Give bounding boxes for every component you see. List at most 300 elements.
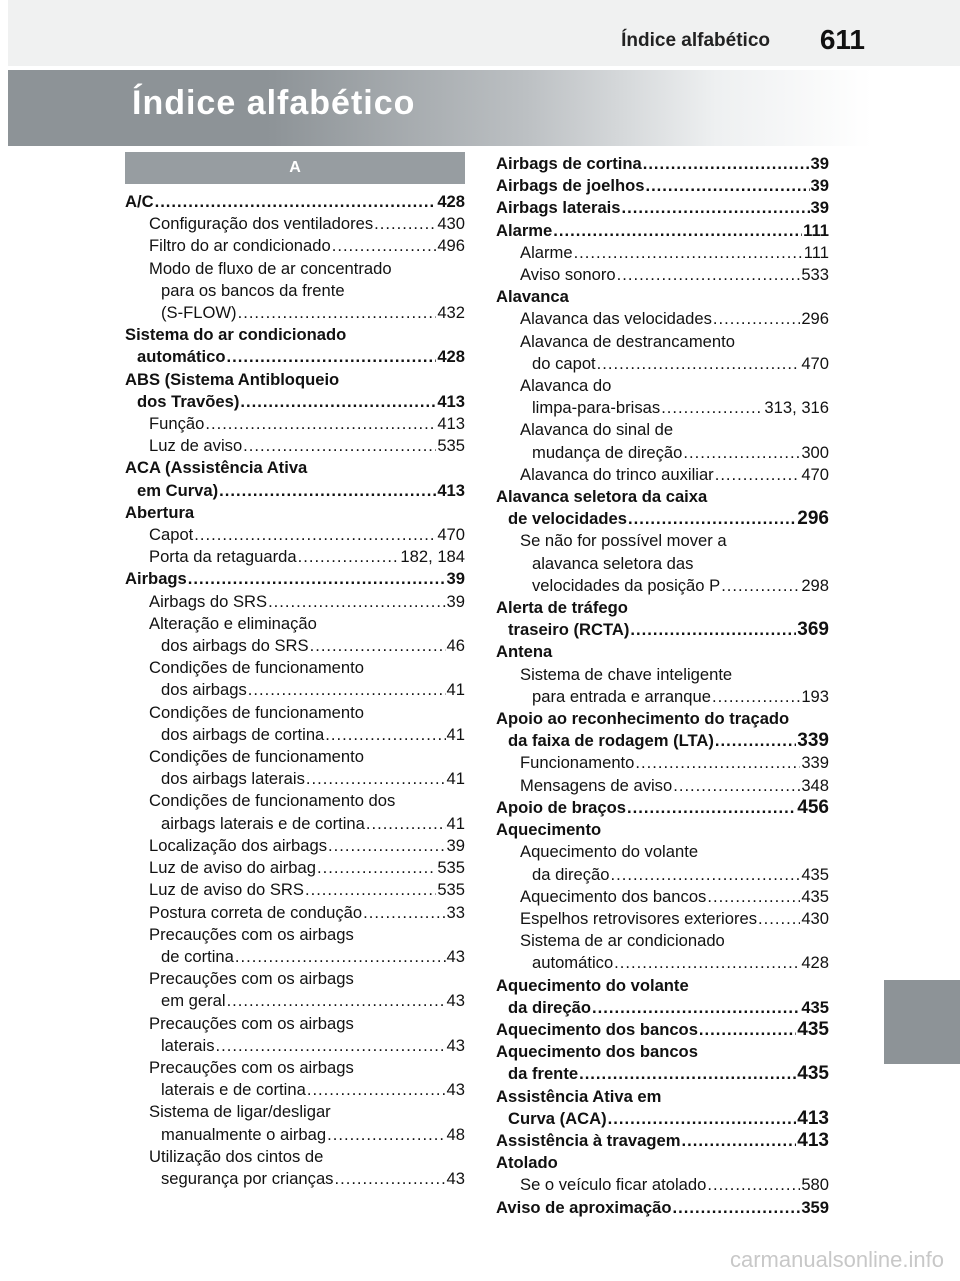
leader-dots — [188, 568, 446, 590]
leader-dots — [366, 813, 446, 835]
index-entry-text: limpa-para-brisas — [532, 398, 661, 418]
index-entry — [125, 524, 465, 546]
index-entry-text: Alteração e eliminação — [149, 613, 317, 633]
index-entry — [496, 308, 829, 330]
index-entry-text: em Curva) — [137, 480, 219, 500]
index-entry-page: 580 — [801, 1175, 829, 1195]
index-entry-text: Aquecimento do volante — [520, 842, 699, 862]
index-entry-text: da frente — [508, 1064, 579, 1084]
index-entry-text: manualmente o airbag — [161, 1124, 327, 1144]
index-entry — [125, 324, 465, 346]
index-entry — [125, 480, 465, 502]
index-entry — [496, 819, 829, 841]
index-entry-text: laterais e de cortina — [161, 1080, 306, 1100]
index-entry-page: 413 — [797, 1107, 829, 1129]
leader-dots — [721, 575, 800, 597]
index-entry-text: Filtro do ar condicionado — [149, 236, 331, 256]
index-entry-text: Se não for possível mover a — [520, 531, 727, 551]
index-entry-text: Airbags de joelhos — [496, 176, 645, 196]
index-entry-text: dos airbags laterais — [161, 769, 305, 789]
index-entry — [125, 391, 465, 413]
index-entry-text: Aquecimento — [496, 820, 602, 840]
index-entry — [496, 1041, 829, 1063]
index-entry-page: 470 — [801, 464, 829, 484]
leader-dots — [579, 1063, 796, 1085]
index-entry — [496, 175, 829, 197]
leader-dots — [334, 1168, 445, 1190]
leader-dots — [363, 902, 445, 924]
index-entry-page: 43 — [446, 1080, 465, 1100]
index-entry-page: 456 — [797, 796, 829, 818]
index-entry — [496, 1152, 829, 1174]
leader-dots — [327, 1124, 445, 1146]
index-entry — [125, 568, 465, 590]
index-entry-text: Precauções com os airbags — [149, 1013, 354, 1033]
index-entry-page: 296 — [797, 508, 829, 530]
index-entry-text: Atolado — [496, 1153, 558, 1173]
index-entry-text: Alavanca do sinal de — [520, 420, 674, 440]
index-entry-text: Sistema do ar condicionado — [125, 325, 347, 345]
index-entry-text: airbags laterais e de cortina — [161, 813, 365, 833]
index-column-left — [125, 152, 465, 1190]
index-entry — [496, 286, 829, 308]
index-entry — [496, 220, 829, 242]
index-entry — [125, 835, 465, 857]
index-entry-page: 296 — [801, 309, 829, 329]
index-entry — [125, 302, 465, 324]
index-entry — [125, 679, 465, 701]
index-entry-page: 413 — [797, 1129, 829, 1151]
index-entry — [125, 813, 465, 835]
index-entry-page: 43 — [446, 991, 465, 1011]
index-entry — [496, 153, 829, 175]
index-entry-text: Aquecimento dos bancos — [496, 1042, 698, 1062]
index-entry-page: 470 — [801, 353, 829, 373]
index-entry — [496, 486, 829, 508]
index-entry — [125, 369, 465, 391]
leader-dots — [374, 213, 436, 235]
index-entry-text: automático — [137, 347, 226, 367]
index-entry-page: 111 — [803, 242, 829, 262]
index-entry-text: em geral — [161, 991, 226, 1011]
index-entry — [496, 242, 829, 264]
leader-dots — [645, 175, 809, 197]
index-entry — [125, 258, 465, 280]
leader-dots — [305, 879, 436, 901]
index-entry-page: 33 — [446, 902, 465, 922]
index-entry-text: Luz de aviso — [149, 436, 243, 456]
index-entry — [496, 597, 829, 619]
index-entry — [125, 946, 465, 968]
index-entry-page: 369 — [797, 619, 829, 641]
index-entry-page: 435 — [801, 864, 829, 884]
leader-dots — [673, 775, 800, 797]
index-entry-text: Aviso de aproximação — [496, 1197, 672, 1217]
index-entry — [496, 952, 829, 974]
leader-dots — [216, 1035, 446, 1057]
leader-dots — [681, 1130, 796, 1152]
index-entry-text: Porta da retaguarda — [149, 547, 297, 567]
index-entry — [496, 264, 829, 286]
leader-dots — [155, 191, 437, 213]
leader-dots — [332, 235, 437, 257]
index-entry-text: Airbags — [125, 569, 187, 589]
index-entry-page: 111 — [803, 220, 829, 240]
index-entry-text: Apoio de braços — [496, 797, 627, 817]
index-entry-page: 182, 184 — [400, 547, 465, 567]
leader-dots — [194, 524, 436, 546]
index-entry — [125, 702, 465, 724]
index-entry — [496, 664, 829, 686]
index-entry-text: Precauções com os airbags — [149, 924, 354, 944]
leader-dots — [673, 1197, 801, 1219]
index-entry-text: Condições de funcionamento dos — [149, 791, 396, 811]
index-entry — [496, 464, 829, 486]
index-entry — [125, 280, 465, 302]
index-entry-text: ABS (Sistema Antibloqueio — [125, 369, 340, 389]
index-entry — [125, 613, 465, 635]
index-column-right — [496, 153, 829, 1219]
index-entry — [125, 1146, 465, 1168]
index-entry-page: 413 — [437, 414, 465, 434]
index-entry — [125, 1168, 465, 1190]
index-entry-text: Condições de funcionamento — [149, 702, 364, 722]
index-entry-text: Antena — [496, 642, 553, 662]
index-entry — [125, 1035, 465, 1057]
index-entry-text: Alerta de tráfego — [496, 598, 628, 618]
index-entry-text: dos airbags do SRS — [161, 636, 309, 656]
index-entry-text: Aquecimento do volante — [496, 975, 689, 995]
index-entry-text: Sistema de ligar/desligar — [149, 1102, 331, 1122]
index-entry-text: traseiro (RCTA) — [508, 620, 630, 640]
index-entry — [125, 435, 465, 457]
index-entry-page: 430 — [437, 214, 465, 234]
leader-dots — [627, 797, 796, 819]
index-entry — [496, 575, 829, 597]
index-entry — [496, 908, 829, 930]
leader-dots — [317, 857, 436, 879]
leader-dots — [268, 591, 445, 613]
index-entry-page: 496 — [437, 236, 465, 256]
leader-dots — [715, 730, 796, 752]
index-entry — [125, 1124, 465, 1146]
index-entry — [496, 1019, 829, 1041]
index-entry-page: 435 — [801, 886, 829, 906]
index-entry-text: velocidades da posição P — [532, 575, 721, 595]
index-entry — [496, 419, 829, 441]
index-entry-text: Aviso sonoro — [520, 265, 616, 285]
index-entry — [496, 975, 829, 997]
index-entry — [125, 591, 465, 613]
leader-dots — [310, 635, 446, 657]
letter-heading: A — [125, 152, 465, 184]
index-entry — [496, 886, 829, 908]
index-entry-text: dos airbags de cortina — [161, 724, 325, 744]
index-entry-page: 46 — [446, 636, 465, 656]
index-entry-page: 298 — [801, 575, 829, 595]
index-entry — [496, 686, 829, 708]
index-entry — [125, 546, 465, 568]
index-entry-text: Apoio ao reconhecimento do traçado — [496, 709, 790, 729]
index-entry-text: da direção — [508, 997, 592, 1017]
index-entry-page: 339 — [797, 730, 829, 752]
index-entry-page: 435 — [797, 1018, 829, 1040]
index-entry-text: Airbags de cortina — [496, 154, 642, 173]
index-entry — [125, 902, 465, 924]
index-entry-page: 39 — [810, 198, 829, 218]
index-entry-text: laterais — [161, 1035, 215, 1055]
index-entry-text: Precauções com os airbags — [149, 969, 354, 989]
index-entry-page: 359 — [801, 1197, 829, 1217]
index-entry-text: ACA (Assistência Ativa — [125, 458, 308, 478]
leader-dots — [205, 413, 436, 435]
index-entry — [496, 797, 829, 819]
index-entry-page: 435 — [797, 1063, 829, 1085]
index-entry — [125, 457, 465, 479]
index-entry — [496, 930, 829, 952]
leader-dots — [628, 508, 796, 530]
index-entry-text: Se o veículo ficar atolado — [520, 1175, 707, 1195]
index-entry — [496, 730, 829, 752]
index-entry-text: Localização dos airbags — [149, 835, 328, 855]
index-entry — [125, 990, 465, 1012]
index-entry — [125, 879, 465, 901]
index-entry — [125, 1057, 465, 1079]
index-entry-text: mudança de direção — [532, 442, 683, 462]
index-entry — [496, 197, 829, 219]
leader-dots — [712, 686, 800, 708]
index-entry — [496, 641, 829, 663]
index-entry-text: Alavanca do — [520, 376, 612, 396]
index-entry-text: Precauções com os airbags — [149, 1057, 354, 1077]
index-entry-text: Aquecimento dos bancos — [520, 886, 707, 906]
index-entry — [125, 724, 465, 746]
index-entry-text: Alavanca das velocidades — [520, 309, 712, 329]
index-entry-text: dos airbags — [161, 680, 247, 700]
index-entry-text: Sistema de ar condicionado — [520, 931, 725, 951]
index-entry — [125, 924, 465, 946]
leader-dots — [227, 346, 437, 368]
index-entry — [125, 1101, 465, 1123]
page-title: Índice alfabético — [132, 84, 416, 122]
index-entry — [125, 235, 465, 257]
leader-dots — [238, 302, 437, 324]
index-entry-text: Luz de aviso do SRS — [149, 880, 304, 900]
index-entry — [125, 346, 465, 368]
index-entry-text: de velocidades — [508, 509, 627, 529]
index-entry-text: Modo de fluxo de ar concentrado — [149, 258, 392, 278]
leader-dots — [611, 864, 801, 886]
index-entry-page: 428 — [801, 953, 829, 973]
index-entry-text: Condições de funcionamento — [149, 747, 364, 767]
index-entry — [125, 857, 465, 879]
index-entry-text: Airbags do SRS — [149, 591, 268, 611]
index-entry-page: 39 — [446, 835, 465, 855]
index-entry-text: para entrada e arranque — [532, 686, 711, 706]
leader-dots — [661, 397, 763, 419]
index-entry — [496, 375, 829, 397]
index-entry-text: Funcionamento — [520, 753, 635, 773]
index-entry-text: Alavanca — [496, 287, 569, 307]
index-entry-text: A/C — [125, 192, 154, 211]
leader-dots — [758, 908, 800, 930]
index-entry-text: do capot — [532, 353, 596, 373]
leader-dots — [328, 835, 445, 857]
index-entry — [496, 442, 829, 464]
index-entry — [125, 413, 465, 435]
index-entry-text: Espelhos retrovisores exteriores — [520, 908, 758, 928]
index-entry-page: 413 — [437, 480, 465, 500]
index-entry — [125, 213, 465, 235]
index-entry-page: 41 — [446, 680, 465, 700]
leader-dots — [235, 946, 446, 968]
index-entry-text: de cortina — [161, 946, 234, 966]
index-entry-text: Sistema de chave inteligente — [520, 664, 733, 684]
index-entry — [496, 1130, 829, 1152]
leader-dots — [219, 480, 436, 502]
chapter-side-tab — [884, 980, 960, 1064]
index-entry-page: 43 — [446, 946, 465, 966]
index-entry-page: 39 — [810, 176, 829, 196]
index-entry-text: Função — [149, 414, 205, 434]
leader-dots — [635, 752, 800, 774]
index-entry — [496, 553, 829, 575]
index-entry — [496, 530, 829, 552]
index-entry-page: 193 — [801, 686, 829, 706]
index-entry — [125, 502, 465, 524]
index-entry-text: alavanca seletora das — [532, 553, 694, 573]
leader-dots — [622, 197, 810, 219]
leader-dots — [592, 997, 800, 1019]
index-entry-page: 535 — [437, 880, 465, 900]
index-entry-page: 339 — [801, 753, 829, 773]
index-entry — [496, 752, 829, 774]
index-entry — [496, 1063, 829, 1085]
index-entry-text: Assistência à travagem — [496, 1130, 681, 1150]
index-entry — [125, 1079, 465, 1101]
index-entry — [125, 1013, 465, 1035]
index-entry-text: Abertura — [125, 502, 195, 522]
index-entry-text: Curva (ACA) — [508, 1108, 607, 1128]
leader-dots — [699, 1019, 796, 1041]
index-entry — [496, 331, 829, 353]
index-entry-text: para os bancos da frente — [161, 280, 345, 300]
index-entry-page: 435 — [801, 997, 829, 1017]
leader-dots — [715, 464, 801, 486]
index-entry-text: Aquecimento dos bancos — [496, 1019, 698, 1039]
leader-dots — [574, 242, 803, 264]
index-entry-page: 41 — [446, 724, 465, 744]
index-entry-text: Assistência Ativa em — [496, 1086, 662, 1106]
index-entry-page: 432 — [437, 303, 465, 323]
leader-dots — [617, 264, 801, 286]
index-entry-page: 535 — [437, 858, 465, 878]
index-entry-page: 430 — [801, 908, 829, 928]
index-entry-text: Alavanca seletora da caixa — [496, 487, 708, 507]
index-entry-text: (S-FLOW) — [161, 303, 237, 323]
index-entry-page: 470 — [437, 525, 465, 545]
index-entry-text: Luz de aviso do airbag — [149, 858, 316, 878]
index-entry — [496, 775, 829, 797]
leader-dots — [243, 435, 436, 457]
leader-dots — [248, 679, 446, 701]
index-entry — [125, 657, 465, 679]
index-entry — [496, 619, 829, 641]
index-entry-text: Alavanca do trinco auxiliar — [520, 464, 714, 484]
page-header-bar — [8, 0, 960, 66]
index-entry-text: Utilização dos cintos de — [149, 1146, 324, 1166]
index-entry — [125, 635, 465, 657]
index-entry — [125, 968, 465, 990]
leader-dots — [713, 308, 800, 330]
leader-dots — [553, 220, 802, 242]
index-entry-page: 48 — [446, 1124, 465, 1144]
leader-dots — [298, 546, 400, 568]
index-entry-page: 39 — [446, 591, 465, 611]
index-entry — [496, 508, 829, 530]
index-entry-text: Condições de funcionamento — [149, 658, 364, 678]
index-entry-page: 39 — [810, 154, 829, 173]
index-entry-text: dos Travões) — [137, 391, 240, 411]
leader-dots — [597, 353, 801, 375]
leader-dots — [614, 952, 800, 974]
index-entry-text: automático — [532, 953, 614, 973]
index-entry-page: 41 — [446, 769, 465, 789]
index-entry-page: 41 — [446, 813, 465, 833]
leader-dots — [227, 990, 446, 1012]
index-entry — [496, 1086, 829, 1108]
index-entry-text: Airbags laterais — [496, 198, 621, 218]
index-entry-page: 413 — [437, 391, 465, 411]
index-entry-text: da direção — [532, 864, 610, 884]
leader-dots — [630, 619, 796, 641]
leader-dots — [325, 724, 445, 746]
index-entry — [496, 841, 829, 863]
index-entry-text: Alarme — [496, 220, 553, 240]
leader-dots — [643, 153, 810, 175]
index-entry — [496, 708, 829, 730]
leader-dots — [707, 886, 800, 908]
index-entry — [496, 1197, 829, 1219]
index-entry-text: Postura correta de condução — [149, 902, 363, 922]
leader-dots — [306, 768, 446, 790]
index-entry-page: 43 — [446, 1168, 465, 1188]
index-entry-page: 535 — [437, 436, 465, 456]
index-entry-text: Alarme — [520, 242, 573, 262]
index-entry — [125, 790, 465, 812]
index-entry-page: 313, 316 — [764, 398, 829, 418]
index-entry-page: 428 — [437, 192, 465, 211]
header-page-number: 611 — [819, 24, 865, 55]
leader-dots — [608, 1108, 797, 1130]
index-entry — [125, 191, 465, 213]
leader-dots — [307, 1079, 446, 1101]
index-entry — [496, 397, 829, 419]
index-entry-text: da faixa de rodagem (LTA) — [508, 731, 714, 751]
leader-dots — [707, 1174, 800, 1196]
index-entry-page: 428 — [437, 347, 465, 367]
index-entry — [496, 864, 829, 886]
index-entry-page: 348 — [801, 775, 829, 795]
index-entry-text: segurança por crianças — [161, 1168, 334, 1188]
index-entry-text: Configuração dos ventiladores — [149, 214, 374, 234]
index-entry — [496, 997, 829, 1019]
index-entry — [125, 768, 465, 790]
leader-dots — [240, 391, 436, 413]
index-entry-text: Capot — [149, 525, 194, 545]
index-entry-page: 43 — [446, 1035, 465, 1055]
index-entry-page: 300 — [801, 442, 829, 462]
